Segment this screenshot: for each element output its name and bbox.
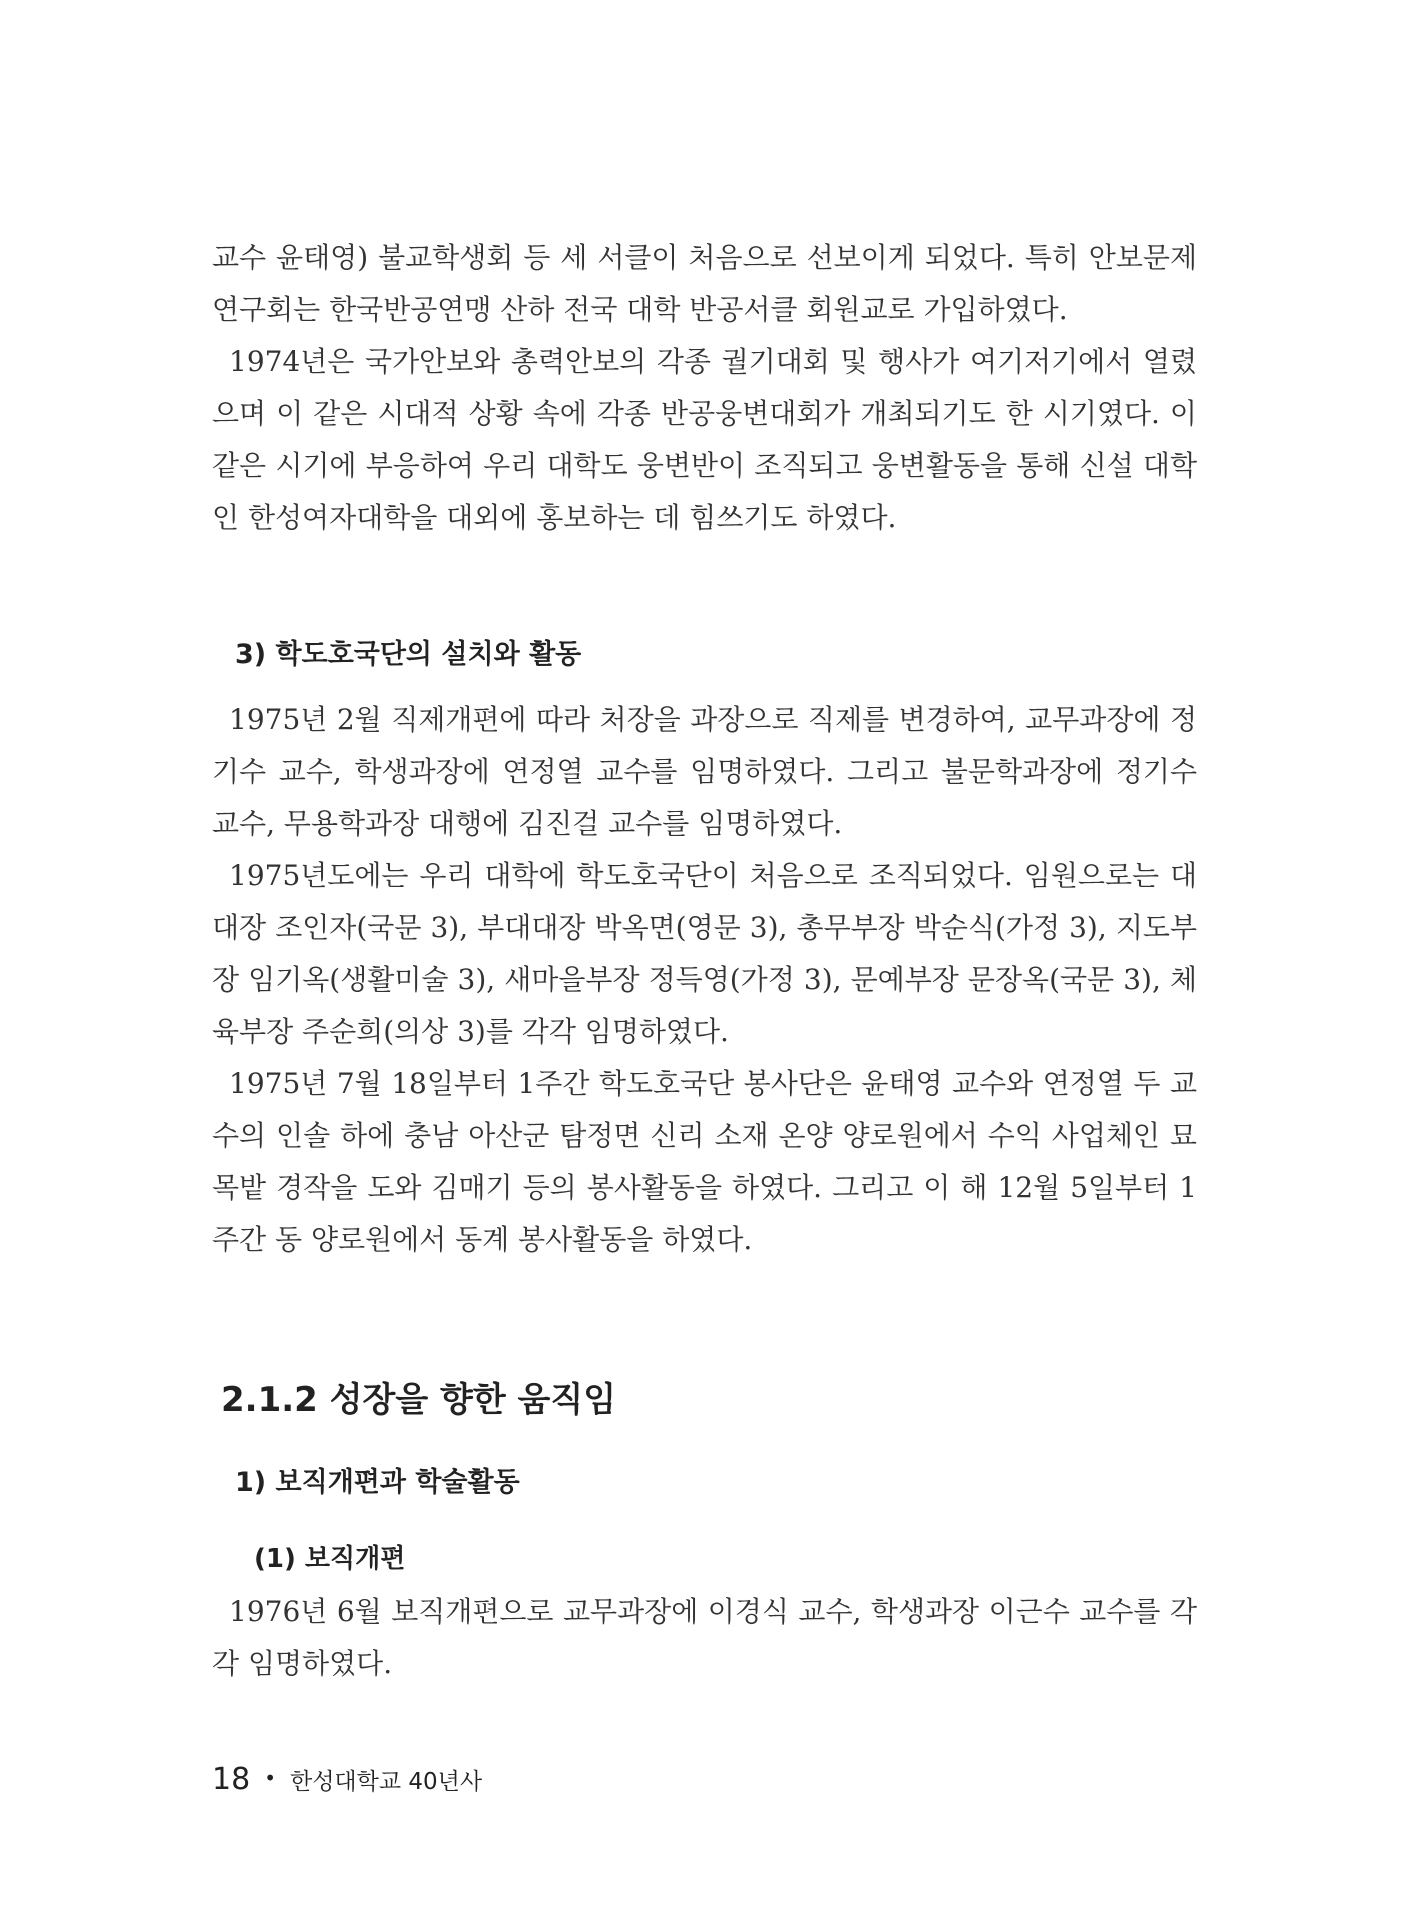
paragraph: 1974년은 국가안보와 총력안보의 각종 궐기대회 및 행사가 여기저기에서 열렸으며 이 같은 시대적 상황 속에 각종 반공웅변대회가 개최되기도 한 시기였다. 이 같은 시기에 부응하여 우리 대학도 웅변반이 조직되고 웅변활동을 통해 신설 대학인 한성여자대학을 대외에 홍보하는 데 힘쓰기도 하였다. xyxy=(212,345,1197,534)
paragraph: 1975년 2월 직제개편에 따라 처장을 과장으로 직제를 변경하여, 교무과장에 정기수 교수, 학생과장에 연정열 교수를 임명하였다. 그리고 불문학과장에 정기수 교수, 무용학과장 대행에 김진걸 교수를 임명하였다. xyxy=(212,703,1197,840)
section-2-1-2-text-block xyxy=(212,1586,1197,1690)
separator-bullet: • xyxy=(264,1766,276,1790)
page-footer xyxy=(212,1762,482,1797)
paragraph: 1975년도에는 우리 대학에 학도호국단이 처음으로 조직되었다. 임원으로는 대대장 조인자(국문 3), 부대대장 박옥면(영문 3), 총무부장 박순식(가정 3), 지도부장 임기옥(생활미술 3), 새마을부장 정득영(가정 3), 문예부장 문장옥(국문 3), 체육부장 주순희(의상 3)를 각각 임명하였다. xyxy=(212,859,1197,1048)
paragraph: 1975년 7월 18일부터 1주간 학도호국단 봉사단은 윤태영 교수와 연정열 두 교수의 인솔 하에 충남 아산군 탐정면 신리 소재 온양 양로원에서 수익 사업체인 묘목밭 경작을 도와 김매기 등의 봉사활동을 하였다. 그리고 이 해 12월 5일부터 1주간 동 양로원에서 동계 봉사활동을 하였다. xyxy=(212,1067,1197,1256)
chapter-section-heading: 2.1.2 성장을 향한 움직임 xyxy=(221,1380,617,1420)
paragraph: 교수 윤태영) 불교학생회 등 세 서클이 처음으로 선보이게 되었다. 특히 안보문제연구회는 한국반공연맹 산하 전국 대학 반공서클 회원교로 가입하였다. xyxy=(212,241,1197,326)
book-title: 한성대학교 40년사 xyxy=(289,1769,483,1795)
subsection-heading: 1) 보직개편과 학술활동 xyxy=(235,1467,520,1498)
section3-text-block xyxy=(212,694,1197,1266)
paragraph: 1976년 6월 보직개편으로 교무과장에 이경식 교수, 학생과장 이근수 교수를 각각 임명하였다. xyxy=(212,1595,1197,1680)
section-heading: 3) 학도호국단의 설치와 활동 xyxy=(235,639,582,670)
page-number: 18 xyxy=(212,1762,251,1797)
intro-text-block xyxy=(212,232,1197,544)
subsubsection-heading: (1) 보직개편 xyxy=(254,1544,406,1574)
